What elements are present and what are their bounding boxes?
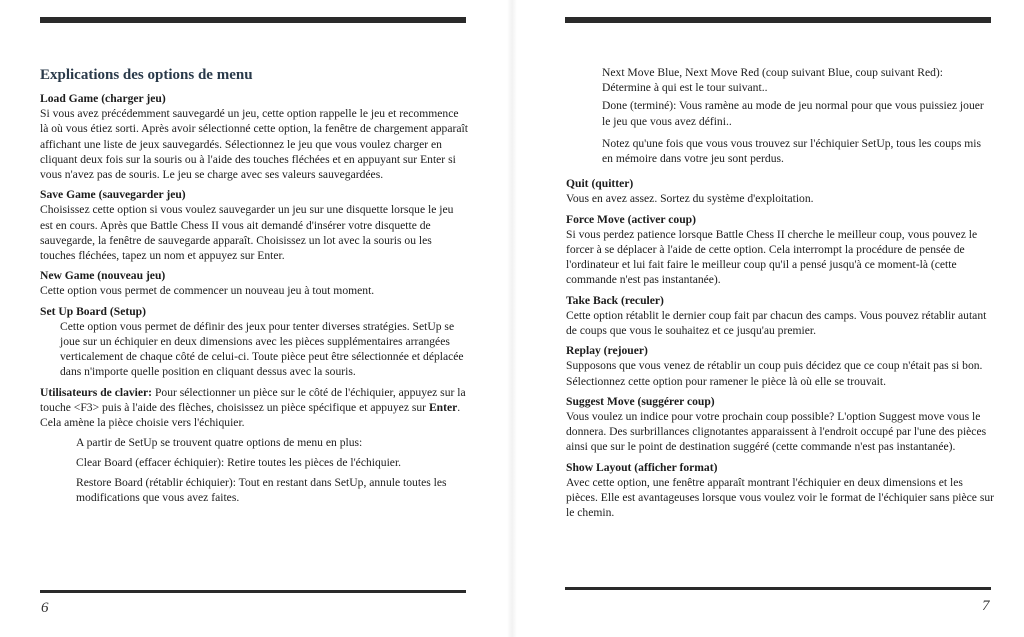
top-rule xyxy=(565,17,991,23)
page-number: 7 xyxy=(982,598,990,614)
new-game-title: New Game (nouveau jeu) xyxy=(40,269,166,283)
suggest-move-title: Suggest Move (suggérer coup) xyxy=(566,394,715,408)
right-page-content xyxy=(566,65,994,525)
page-number: 6 xyxy=(41,600,49,616)
suggest-move-text: Vous voulez un indice pour votre prochain coup possible? L'option Suggest move vous le donnera. Des surbrillances clignotantes apparaissent à l'endroit occupé par l'une des pièces ainsi que sur le point de destination suggéré (cette commande n'est pas instantanée). xyxy=(566,410,987,454)
replay-title: Replay (rejouer) xyxy=(566,344,648,358)
setup-note: Notez qu'une fois que vous vous trouvez sur l'échiquier SetUp, tous les coups mis en mémoire dans votre jeu sont perdus. xyxy=(602,136,981,166)
top-rule xyxy=(40,17,466,23)
take-back-title: Take Back (reculer) xyxy=(566,293,664,307)
load-game-text: Si vous avez précédemment sauvegardé un jeu, cette option rappelle le jeu et recommence là où vous étiez sorti. Après avoir sélectionné cette option, la fenêtre de chargement apparaît affichant une liste de jeux sauvegardés. Sélectionnez le jeu que vous voulez charger en cliquant deux fois sur la souris ou à l'aide des touches fléchées et en appuyant sur Enter si vous n'avez pas de souris. Le jeu se charge avec ses valeurs sauvegardées. xyxy=(40,107,468,182)
bottom-rule xyxy=(565,587,991,590)
done-option: Done (terminé): Vous ramène au mode de jeu normal pour que vous puissiez jouer le jeu que vous avez défini.. xyxy=(602,99,984,128)
restore-board-option: Restore Board (rétablir échiquier): Tout en restant dans SetUp, annule toutes les modifications que vous avez faites. xyxy=(76,475,447,504)
force-move-title: Force Move (activer coup) xyxy=(566,212,696,226)
setup-options-intro: A partir de SetUp se trouvent quatre options de menu en plus: xyxy=(76,436,363,450)
save-game-title: Save Game (sauvegarder jeu) xyxy=(40,188,186,202)
next-move-option: Next Move Blue, Next Move Red (coup suivant Blue, coup suivant Red): Détermine à qui est le tour suivant.. xyxy=(602,66,943,95)
keyboard-users-label: Utilisateurs de clavier: xyxy=(40,385,153,399)
quit-title: Quit (quitter) xyxy=(566,177,634,191)
load-game-title: Load Game (charger jeu) xyxy=(40,92,166,105)
keyboard-users-text-a: Pour sélectionner un pièce sur le côté de l'échiquier, appuyez sur la touche <F3> puis à l'aide des flèches, choisissez un pièce spécifique et appuyez sur xyxy=(40,385,466,414)
keyboard-users-text-b: . Cela amène la pièce choisie vers l'échiquier. xyxy=(40,400,461,430)
keyboard-users-paragraph xyxy=(40,385,468,431)
force-move-text: Si vous perdez patience lorsque Battle Chess II cherche le meilleur coup, vous pouvez le forcer à se déplacer à l'aide de cette option. Cela interrompt la procédure de pensée de l'ordinateur et lui fait faire le meilleur coup qu'il a pensé jusqu'à ce moment-là (cette commande n'est pas instantanée). xyxy=(566,227,978,287)
show-layout-title: Show Layout (afficher format) xyxy=(566,460,718,474)
setup-board-title: Set Up Board (Setup) xyxy=(40,304,146,318)
replay-text: Supposons que vous venez de rétablir un coup puis décidez que ce coup n'était pas si bon. Sélectionnez cette option pour ramener le pièce là où elle se trouvait. xyxy=(566,359,983,388)
clear-board-option: Clear Board (effacer échiquier): Retire toutes les pièces de l'échiquier. xyxy=(76,456,402,470)
section-heading: Explications des options de menu xyxy=(40,67,253,83)
left-page-content xyxy=(40,66,468,510)
keyboard-enter-key: Enter xyxy=(428,400,458,414)
take-back-text: Cette option rétablit le dernier coup fait par chacun des camps. Vous pouvez rétablir autant de coups que vous le souhaitez et ce jusqu'au premier. xyxy=(566,308,987,338)
quit-text: Vous en avez assez. Sortez du système d'exploitation. xyxy=(566,192,814,206)
setup-board-text: Cette option vous permet de définir des jeux pour tenter diverses stratégies. SetUp se joue sur un échiquier en deux dimensions avec les pièces supplémentaires arrangées verticalement de chaque côté de celui-ci. Toute pièce peut être sélectionnée et déplacée dans n'importe quelle position en cliquant dessus avec la souris. xyxy=(60,319,464,379)
new-game-text: Cette option vous permet de commencer un nouveau jeu à tout moment. xyxy=(40,284,375,298)
right-page xyxy=(512,0,1024,637)
save-game-text: Choisissez cette option si vous voulez sauvegarder un jeu sur une disquette lorsque le jeu est en cours. Après que Battle Chess II vous ait demandé d'insérer votre disquette de sauvegarde, la fenêtre de sauvegarde apparaît. Choisissez un lot avec la souris ou les touches fléchées, tapez un nom et appuyez sur Enter. xyxy=(40,203,454,263)
show-layout-text: Avec cette option, une fenêtre apparaît montrant l'échiquier en deux dimensions et les pièces. Elle est avantageuses lorsque vous voulez voir le format de l'échiquier sans pièce sur le chemin. xyxy=(566,475,995,520)
bottom-rule xyxy=(40,590,466,593)
